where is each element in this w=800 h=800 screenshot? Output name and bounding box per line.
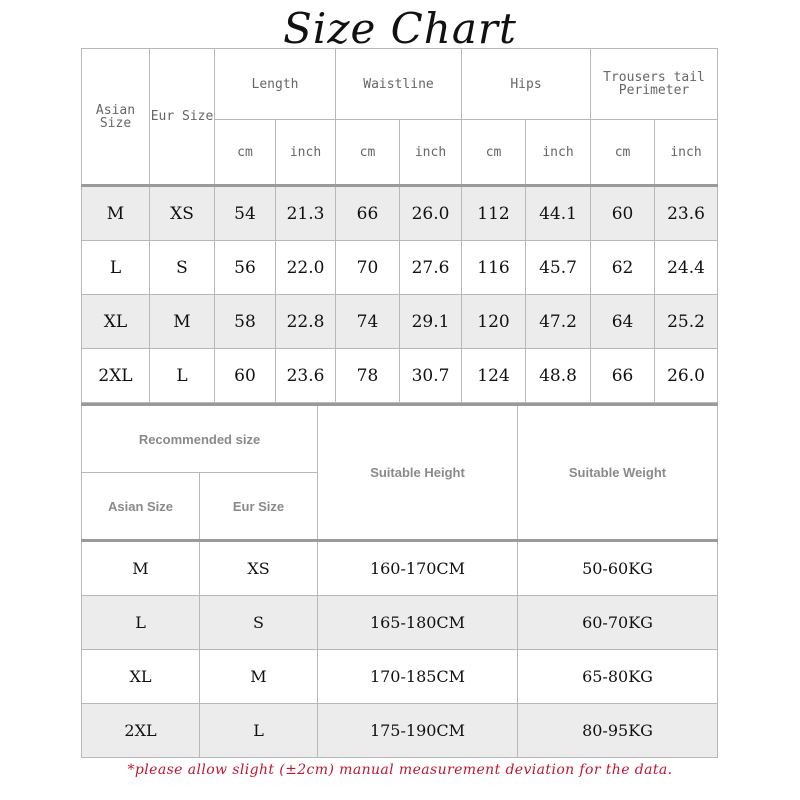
table-cell: 58 bbox=[215, 295, 276, 349]
table-cell: 60 bbox=[591, 186, 655, 241]
table-cell: 26.0 bbox=[400, 186, 462, 241]
table-cell: 175-190CM bbox=[318, 704, 518, 758]
header-suitable-height: Suitable Height bbox=[318, 405, 518, 541]
table-cell: 74 bbox=[336, 295, 400, 349]
unit-cell: cm bbox=[336, 120, 400, 186]
table-cell: 2XL bbox=[82, 349, 150, 403]
table-cell: 21.3 bbox=[276, 186, 336, 241]
table-cell: 124 bbox=[462, 349, 526, 403]
table-cell: L bbox=[82, 241, 150, 295]
table-row bbox=[82, 241, 718, 295]
header-recommended-size: Recommended size bbox=[82, 405, 318, 473]
table-cell: 25.2 bbox=[655, 295, 718, 349]
table-cell: 66 bbox=[336, 186, 400, 241]
table-cell: 78 bbox=[336, 349, 400, 403]
header-suitable-weight: Suitable Weight bbox=[518, 405, 718, 541]
unit-cell: inch bbox=[276, 120, 336, 186]
unit-cell: inch bbox=[400, 120, 462, 186]
table-row bbox=[82, 349, 718, 403]
table-row bbox=[82, 186, 718, 241]
table-cell: 80-95KG bbox=[518, 704, 718, 758]
table-cell: 47.2 bbox=[526, 295, 591, 349]
table-cell: XL bbox=[82, 295, 150, 349]
table-cell: 54 bbox=[215, 186, 276, 241]
table-cell: 165-180CM bbox=[318, 596, 518, 650]
size-measurement-table bbox=[81, 48, 718, 403]
header-hips: Hips bbox=[462, 49, 591, 120]
recommended-size-table bbox=[81, 403, 718, 758]
table-cell: 56 bbox=[215, 241, 276, 295]
table-cell: 26.0 bbox=[655, 349, 718, 403]
table-cell: 27.6 bbox=[400, 241, 462, 295]
table-cell: 60 bbox=[215, 349, 276, 403]
table-cell: 112 bbox=[462, 186, 526, 241]
table-cell: 22.8 bbox=[276, 295, 336, 349]
table-cell: XS bbox=[150, 186, 215, 241]
table-cell: 65-80KG bbox=[518, 650, 718, 704]
table-cell: 62 bbox=[591, 241, 655, 295]
table-cell: 50-60KG bbox=[518, 541, 718, 596]
table-cell: 44.1 bbox=[526, 186, 591, 241]
table-cell: 66 bbox=[591, 349, 655, 403]
header-eur-size: Eur Size bbox=[200, 473, 318, 541]
table-cell: 24.4 bbox=[655, 241, 718, 295]
unit-cell: cm bbox=[591, 120, 655, 186]
table-cell: M bbox=[82, 541, 200, 596]
table-cell: 22.0 bbox=[276, 241, 336, 295]
table-cell: L bbox=[150, 349, 215, 403]
header-asian-size: Asian Size bbox=[82, 473, 200, 541]
table-cell: M bbox=[200, 650, 318, 704]
unit-cell: inch bbox=[526, 120, 591, 186]
table-cell: 23.6 bbox=[276, 349, 336, 403]
table-cell: 120 bbox=[462, 295, 526, 349]
table-cell: L bbox=[82, 596, 200, 650]
table-cell: M bbox=[82, 186, 150, 241]
table-cell: S bbox=[150, 241, 215, 295]
table-cell: 170-185CM bbox=[318, 650, 518, 704]
table-cell: L bbox=[200, 704, 318, 758]
table-cell: 23.6 bbox=[655, 186, 718, 241]
table-cell: 116 bbox=[462, 241, 526, 295]
table-cell: XL bbox=[82, 650, 200, 704]
table-cell: 60-70KG bbox=[518, 596, 718, 650]
table-cell: M bbox=[150, 295, 215, 349]
header-waistline: Waistline bbox=[336, 49, 462, 120]
unit-cell: cm bbox=[215, 120, 276, 186]
table-row bbox=[82, 650, 718, 704]
header-asian-size: Asian Size bbox=[82, 49, 150, 186]
table-cell: XS bbox=[200, 541, 318, 596]
table-cell: 29.1 bbox=[400, 295, 462, 349]
table-row bbox=[82, 541, 718, 596]
table-cell: 160-170CM bbox=[318, 541, 518, 596]
table-cell: 45.7 bbox=[526, 241, 591, 295]
header-length: Length bbox=[215, 49, 336, 120]
table-cell: 48.8 bbox=[526, 349, 591, 403]
table-cell: 64 bbox=[591, 295, 655, 349]
recommend-header-row bbox=[82, 405, 718, 473]
measurement-footnote: *please allow slight (±2cm) manual measurement deviation for the data. bbox=[127, 762, 673, 778]
header-trousers-tail-perimeter: Trousers tail Perimeter bbox=[591, 49, 718, 120]
header-eur-size: Eur Size bbox=[150, 49, 215, 186]
size-table-header-row bbox=[82, 49, 718, 120]
page-title: Size Chart bbox=[283, 4, 517, 53]
table-cell: 2XL bbox=[82, 704, 200, 758]
table-row bbox=[82, 596, 718, 650]
unit-cell: inch bbox=[655, 120, 718, 186]
table-row bbox=[82, 704, 718, 758]
table-cell: 70 bbox=[336, 241, 400, 295]
table-cell: S bbox=[200, 596, 318, 650]
unit-cell: cm bbox=[462, 120, 526, 186]
table-row bbox=[82, 295, 718, 349]
table-cell: 30.7 bbox=[400, 349, 462, 403]
